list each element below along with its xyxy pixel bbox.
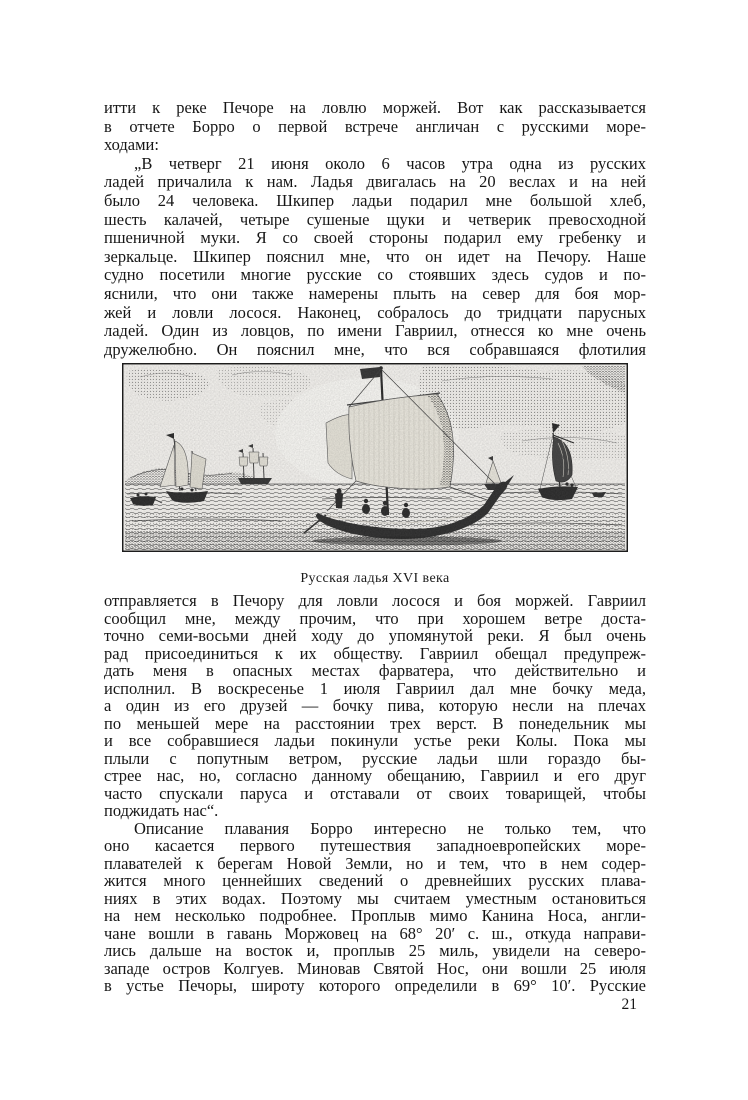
text-line: и все собравшиеся ладьи покинули устье реки Колы. Пока мы — [104, 731, 646, 750]
text-line: в отчете Борро о первой встрече англичан с русскими море- — [104, 116, 646, 136]
text-line: по меньшей мере на расстоянии трех верст. В понедельник мы — [104, 713, 646, 733]
text-line: ладей причалила к нам. Ладья двигалась на 20 веслах и на ней — [104, 172, 646, 192]
text-line: ладей. Один из ловцов, по имени Гавриил, отнесся ко мне очень — [104, 321, 646, 341]
text-line: лись дальше на восток и, проплыв 25 миль, увидели на северо- — [104, 941, 646, 960]
text-line: итти к реке Печоре на ловлю моржей. Вот как рассказывается — [104, 98, 646, 117]
figure-caption: Русская ладья XVI века — [300, 571, 450, 586]
text-line: было 24 человека. Шкипер ладьи подарил мне большой хлеб, — [104, 190, 646, 210]
text-line: пшеничной муки. Я со своей стороны подарил ему гребенку и — [104, 228, 646, 248]
text-line: жей и ловли лосося. Наконец, собралось до тридцати парусных — [104, 302, 646, 322]
page-number: 21 — [621, 996, 637, 1013]
text-line: дать меня в опасных местах фарватера, что действительно и — [104, 661, 646, 680]
ladya-engraving-image — [122, 363, 628, 552]
text-line: дружелюбно. Он пояснил мне, что вся собравшаяся флотилия — [104, 339, 646, 359]
text-line: в устье Печоры, широту которого определили в 69° 10′. Русские — [104, 976, 646, 995]
text-line: стрее нас, но, согласно данному обещанию, Гавриил и его друг — [104, 766, 646, 785]
text-line: жится много ценнейших сведений о древнейших русских плава- — [104, 871, 646, 890]
text-line: оно касается первого путешествия западноевропейских море- — [104, 836, 646, 855]
body-text-upper — [104, 99, 646, 359]
text-line: чане вошли в гавань Моржовец на 68° 20′ с. ш., откуда направи- — [104, 923, 646, 943]
text-line: ниях в этих водах. Поэтому мы считаем уместным остановиться — [104, 888, 646, 908]
text-line: а один из его друзей — бочку пива, которую несли на плечах — [104, 696, 646, 715]
text-line: „В четверг 21 июня около 6 часов утра одна из русских — [134, 153, 646, 173]
text-line: Описание плавания Борро интересно не только тем, что — [134, 818, 646, 838]
figure-ladya — [122, 363, 628, 587]
text-line: отправляется в Печору для ловли лосося и боя моржей. Гавриил — [104, 591, 646, 610]
text-line: западе остров Колгуев. Миновав Святой Нос, они вошли 25 июля — [104, 958, 646, 978]
text-line: исполнил. В воскресенье 1 июля Гавриил дал мне бочку меда, — [104, 678, 646, 698]
text-line: зеркальце. Шкипер пояснил мне, что он идет на Печору. Наше — [104, 246, 646, 266]
text-line: рад присоединиться к их обществу. Гавриил обещал предупреж- — [104, 643, 646, 663]
text-line: шесть калачей, четыре сушеные щуки и четверик превосходной — [104, 209, 646, 229]
body-text-lower — [104, 592, 646, 995]
text-line: судно посетили многие русские со стоявших здесь судов и по- — [104, 265, 646, 285]
text-line: ходами: — [104, 135, 159, 155]
text-line: поджидать нас“. — [104, 801, 219, 820]
text-line: точно семи-восьми дней ходу до упомянутой реки. Я был очень — [104, 626, 646, 645]
text-line: яснили, что они также намерены плыть на север для боя мор- — [104, 283, 646, 303]
text-line: плыли с попутным ветром, русские ладьи шли гораздо бы- — [104, 748, 646, 768]
text-line: часто спускали паруса и отставали от своих товарищей, чтобы — [104, 783, 646, 803]
text-line: плавателей к берегам Новой Земли, но и тем, что в нем содер- — [104, 853, 646, 873]
text-line: на нем несколько подробнее. Проплыв мимо Канина Носа, англи- — [104, 906, 646, 925]
text-line: сообщил мне, между прочим, что при хорошем ветре доста- — [104, 608, 646, 628]
